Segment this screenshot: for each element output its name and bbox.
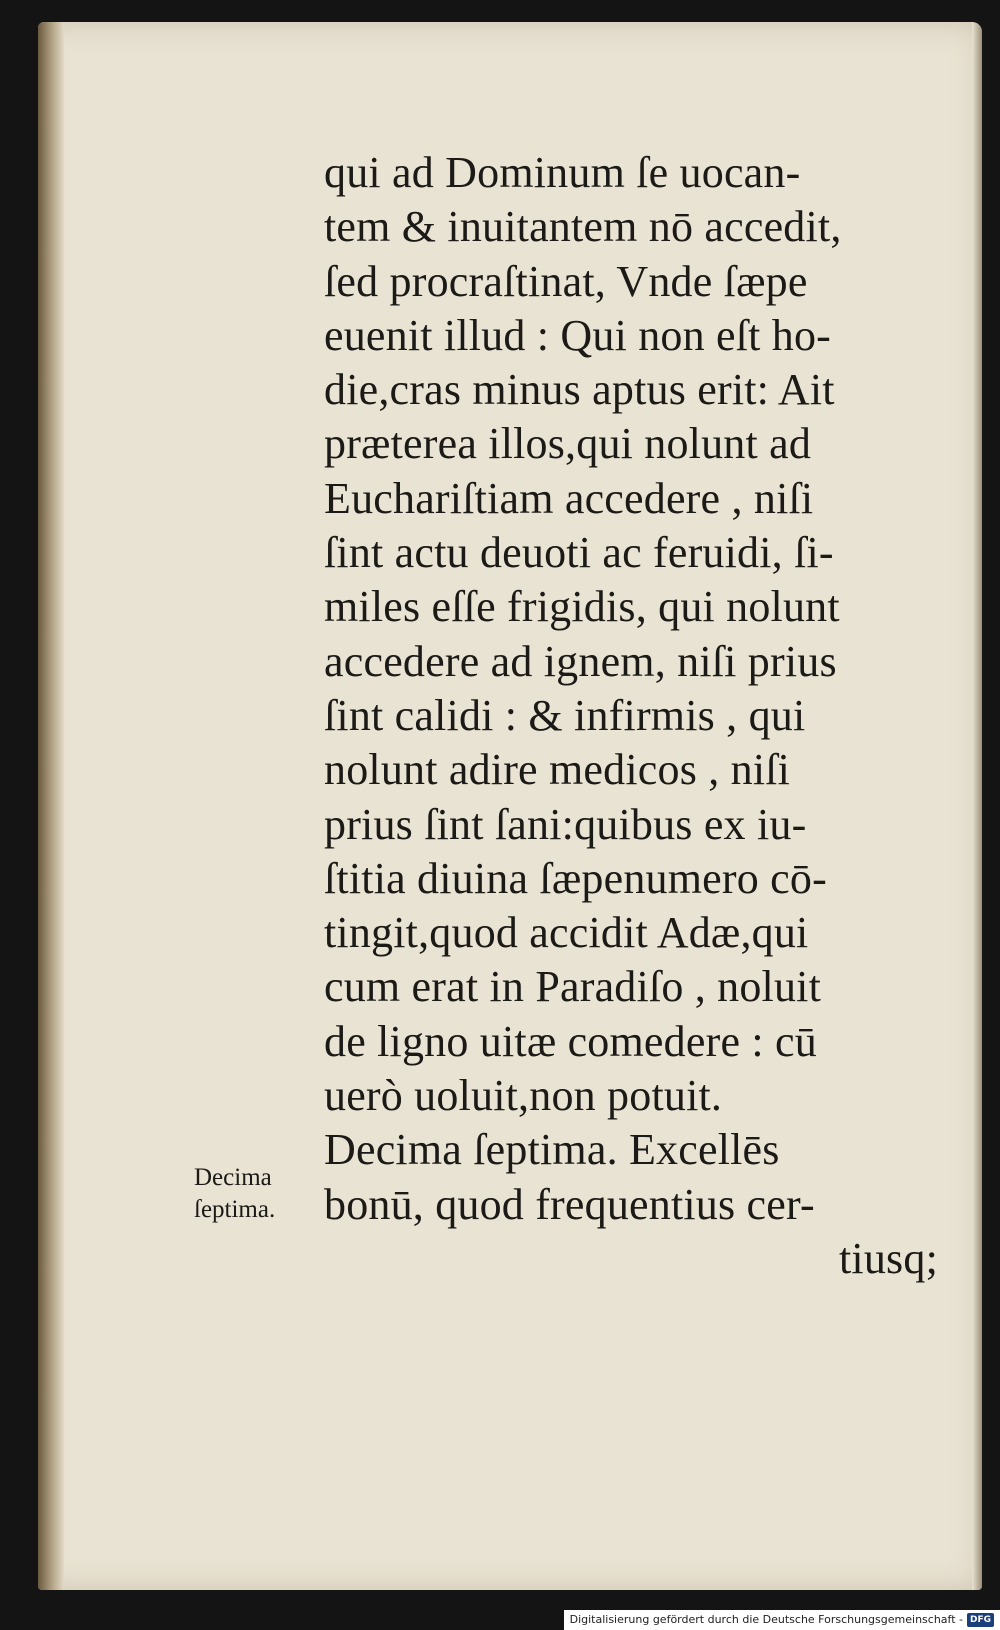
book-page — [38, 22, 982, 1590]
body-text — [324, 146, 944, 1286]
marginal-note — [194, 1162, 324, 1226]
text-line: tem & inuitantem nō accedit, — [324, 202, 842, 252]
text-line: ſed procraſtinat, Vnde ſæpe — [324, 256, 808, 306]
text-line: nolunt adire medicos , niſi — [324, 745, 791, 795]
text-line: ſint actu deuoti ac feruidi, ſi- — [324, 528, 834, 578]
text-line: ſtitia diuina ſæpenumero cō- — [324, 853, 827, 903]
footer-credit-text: Digitalisierung gefördert durch die Deutsche Forschungsgemeinschaft - — [569, 1613, 963, 1626]
text-line: euenit illud : Qui non eſt ho- — [324, 310, 832, 360]
text-line: ſint calidi : & infirmis , qui — [324, 690, 806, 740]
text-line: Decima ſeptima. Excellēs — [324, 1125, 780, 1175]
text-line: prius ſint ſani:quibus ex iu- — [324, 799, 807, 849]
catchword: tiusq; — [839, 1233, 938, 1283]
text-line: miles eſſe frigidis, qui nolunt — [324, 582, 840, 632]
text-line: accedere ad ignem, niſi prius — [324, 636, 837, 686]
digitization-footer — [564, 1610, 1000, 1630]
text-line: cum erat in Paradiſo , noluit — [324, 962, 822, 1012]
text-line: qui ad Dominum ſe uocan- — [324, 148, 801, 197]
page-binding-edge — [38, 22, 64, 1590]
marginal-note-line: ſeptima. — [194, 1196, 276, 1223]
page-outer-edge — [972, 22, 982, 1590]
text-line: præterea illos,qui nolunt ad — [324, 419, 812, 469]
text-line: Euchariſtiam accedere , niſi — [324, 473, 814, 523]
text-line: die,cras minus aptus erit: Ait — [324, 365, 835, 415]
dfg-logo-icon: DFG — [967, 1613, 994, 1627]
text-line: de ligno uitæ comedere : cū — [324, 1016, 817, 1066]
text-line: uerò uoluit,non potuit. — [324, 1071, 723, 1121]
marginal-note-line: Decima — [194, 1164, 272, 1191]
text-line: bonū, quod frequentius cer- — [324, 1179, 815, 1229]
text-line: tingit,quod accidit Adæ,qui — [324, 908, 809, 958]
